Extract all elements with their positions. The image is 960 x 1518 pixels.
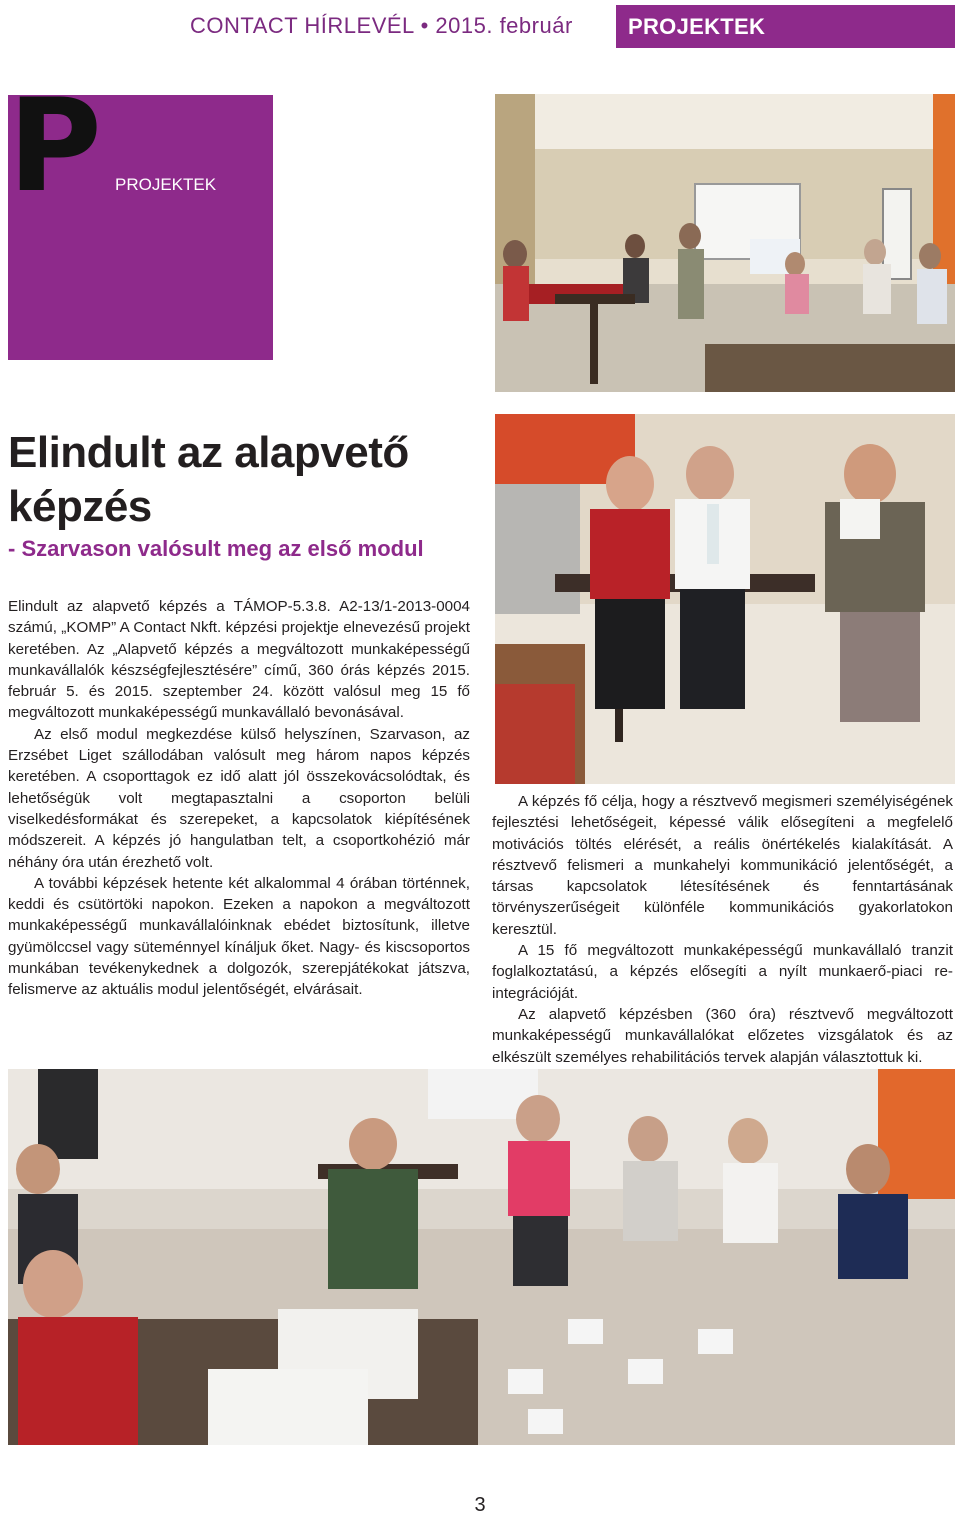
article-subtitle: - Szarvason valósult meg az első modul <box>8 536 424 561</box>
section-initial-letter: P <box>8 72 102 221</box>
paragraph: Az alapvető képzésben (360 óra) résztvevő megváltozott munkaképességű munkavállalókat előzetes vizsgálatok és az elkészült személyes rehabilitációs tervek alapján választottuk ki. <box>492 1005 953 1066</box>
photo-table-group-image <box>495 414 955 784</box>
paragraph: A képzés fő célja, hogy a résztvevő megismeri személyiségének fejlesztési lehetőségeit, képessé válik elősegíteni a megfelelő motivációs töltés elérését, a reális önértékelés kialakítását. A résztvevő felismeri a munkahelyi kommunikáció jelentőségét, a társas kapcsolatok létesítésének és fenntartásának törvényszerűségeit különféle kommunikációs gyakorlatokon keresztül. <box>492 793 953 938</box>
photo-training-room-image <box>495 94 955 392</box>
photo-participants-circle-image <box>8 1069 955 1445</box>
paragraph: Az első modul megkezdése külső helyszínen, Szarvason, az Erzsébet Liget szállodában valósult meg három napos képzés keretében. A csoporttagok ez idő alatt jól összekovácsolódtak, és lehetőségük volt megtapasztalni a csoporton belüli viselkedésformákat és szerepeket, a kapcsolatok kiépítésének módszereit. A képzés jó hangulatban telt, a csoportkohézió már néhány óra után érezhető volt. <box>8 725 470 871</box>
photo-participants-circle <box>8 1069 955 1445</box>
paragraph: A 15 fő megváltozott munkaképességű munkavállaló tranzit foglalkoztatású, a képzés elősegíti a nyílt munkaerő-piaci re-integrációját. <box>492 942 953 1002</box>
article-title-line1: Elindult az alapvető <box>8 428 409 477</box>
photo-training-room <box>495 94 955 392</box>
paragraph: A további képzések hetente két alkalommal 4 órában történnek, keddi és csütörtöki napokon. Ezeken a napokon a megváltozott munkaképességű munkavállalóinknak ebédet biztosítunk, illetve gyümölccsel vagy süteménnyel kínáljuk őket. Nagy- és kiscsoportos munkában tevékenykednek a dolgozók, szerepjátékokat játszva, felismerve az aktuális modul jelentőségét, elvárásait. <box>8 874 470 999</box>
newsletter-header: CONTACT HÍRLEVÉL • 2015. február <box>190 13 573 38</box>
article-title-line2: képzés <box>8 482 152 531</box>
section-block-label: PROJEKTEK <box>115 175 217 194</box>
article-title <box>8 426 478 534</box>
paragraph: Elindult az alapvető képzés a TÁMOP-5.3.8. A2-13/1-2013-0004 számú, „KOMP” A Contact Nkft. képzési projektje elnevezésű projekt keretében. Az „Alapvető képzés a megváltozott munkaképességű munkavállalók készségfejlesztésére” című, 360 órás képzés 2015. február 5. és 2015. szeptember 24. között valósul meg 15 fő megváltozott munkaképességű munkavállaló bevonásával. <box>8 598 470 722</box>
section-tab-label: PROJEKTEK <box>628 14 766 39</box>
page-number: 3 <box>474 1494 486 1516</box>
article-right-column <box>492 791 953 1068</box>
section-tab <box>616 5 955 48</box>
article-left-column <box>8 596 470 1001</box>
section-block <box>8 72 273 360</box>
photo-table-group <box>495 414 955 784</box>
